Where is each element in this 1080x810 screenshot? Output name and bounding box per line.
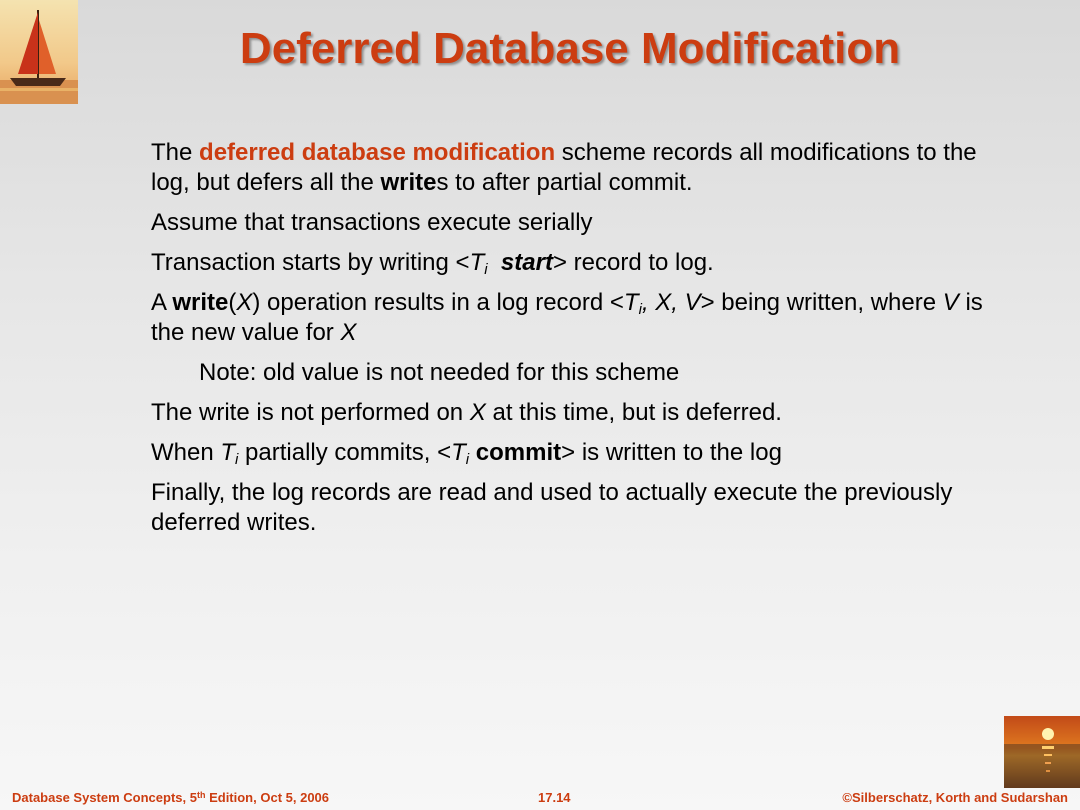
text: The [151, 139, 200, 166]
var-v: V [942, 289, 959, 316]
text: Transaction starts by writing < [151, 249, 470, 276]
text: scheme records all modifications to the log, but defers all the [151, 139, 977, 196]
subscript: i [235, 451, 239, 468]
var-t: T [220, 439, 236, 466]
text: > is written to the log [561, 439, 782, 466]
text: s to after partial commit. [436, 169, 693, 196]
text: The write is not performed on [151, 399, 470, 426]
paragraph-1 [151, 138, 1001, 198]
slide-title: Deferred Database Modification [239, 24, 901, 73]
paragraph-3 [151, 248, 1001, 278]
var-x: X [469, 399, 486, 426]
text: at this time, but is deferred. [485, 399, 782, 426]
footer-text: Edition, Oct 5, 2006 [205, 790, 330, 805]
text: ( [228, 289, 237, 316]
text: partially commits, < [238, 439, 452, 466]
text: is the new value for [151, 289, 983, 346]
var-x: X [340, 319, 357, 346]
bold-term: write [172, 289, 229, 316]
text: > record to log. [552, 249, 714, 276]
vars-xv: , X, V [641, 289, 701, 316]
paragraph-8: Finally, the log records are read and used to actually execute the previously deferred writes. [151, 479, 953, 536]
var-x: X [236, 289, 253, 316]
slide-content [151, 138, 1001, 548]
highlight-term: deferred database modification [199, 139, 556, 166]
footer-book-info [12, 790, 329, 805]
paragraph-2: Assume that transactions execute serially [151, 209, 593, 236]
subscript: i [484, 261, 488, 278]
sailboat-logo-icon [0, 0, 78, 104]
paragraph-5-note: Note: old value is not needed for this scheme [199, 359, 680, 386]
text: When [151, 439, 221, 466]
text: ) operation results in a log record < [252, 289, 624, 316]
footer-text: Database System Concepts, 5 [12, 790, 197, 805]
subscript: i [465, 451, 470, 468]
bold-italic-term: start [500, 249, 553, 276]
footer-superscript: th [196, 790, 206, 800]
footer-page-number: 17.14 [538, 790, 571, 805]
text: > being written, where [700, 289, 943, 316]
bold-term: write [380, 169, 437, 196]
var-t: T [469, 249, 485, 276]
bold-term: commit [469, 439, 562, 466]
paragraph-6 [151, 398, 1001, 428]
footer-copyright: ©Silberschatz, Korth and Sudarshan [842, 790, 1068, 805]
var-t: T [451, 439, 466, 466]
text: A [151, 289, 173, 316]
subscript: i [638, 301, 642, 318]
sunset-image-icon [1004, 716, 1080, 788]
paragraph-4 [151, 288, 1001, 348]
var-t: T [623, 289, 639, 316]
paragraph-7 [151, 438, 1001, 468]
